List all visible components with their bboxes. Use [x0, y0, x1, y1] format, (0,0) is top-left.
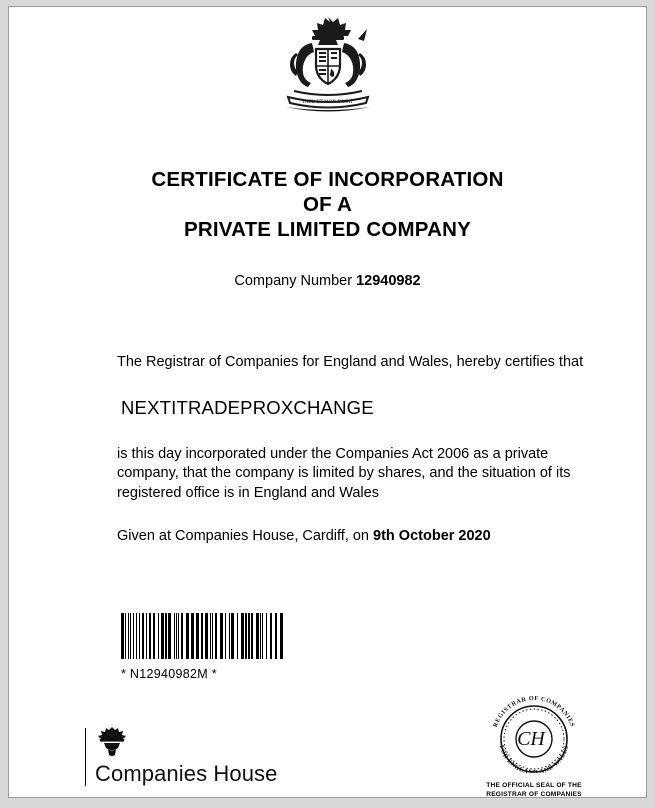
company-name: NEXTITRADEPROXCHANGE: [121, 396, 374, 418]
companies-house-logo: [85, 725, 277, 786]
barcode-image: [121, 613, 366, 659]
seal-caption-line-1: THE OFFICIAL SEAL OF THE: [486, 782, 582, 789]
seal-text-top: REGISTRAR OF COMPANIES: [491, 695, 577, 729]
svg-text:DIEU ET MON DROIT: DIEU ET MON DROIT: [302, 99, 353, 105]
certificate-body: [117, 353, 609, 547]
seal-text-bottom: FOR ENGLAND AND WALES: [497, 744, 571, 773]
company-number-label: Company Number: [234, 273, 353, 289]
companies-house-crest-icon: [95, 725, 129, 759]
companies-house-name: Companies House: [95, 761, 278, 786]
given-at-text: Given at Companies House, Cardiff, on: [117, 528, 374, 544]
title-line-1: CERTIFICATE OF INCORPORATION: [151, 168, 504, 191]
logo-divider: [85, 728, 86, 786]
barcode-block: [121, 613, 366, 681]
company-number-value: 12940982: [356, 273, 421, 289]
royal-coat-of-arms-icon: [268, 13, 388, 121]
seal-caption-line-2: REGISTRAR OF COMPANIES: [486, 790, 582, 798]
certificate-title: [9, 167, 646, 242]
official-seal: [478, 695, 590, 798]
company-number-line: [9, 273, 646, 289]
title-line-3: PRIVATE LIMITED COMPANY: [183, 218, 472, 241]
registrar-paragraph: The Registrar of Companies for England and Wales, hereby certifies that: [117, 354, 584, 370]
certificate-page: [8, 6, 647, 798]
barcode-label: * N12940982M *: [121, 667, 217, 681]
seal-stamp-icon: [478, 695, 590, 773]
given-at-date: 9th October 2020: [373, 528, 491, 544]
seal-monogram: CH: [517, 728, 545, 750]
title-line-2: OF A: [302, 193, 352, 216]
seal-caption: [478, 782, 590, 798]
given-at-paragraph: [117, 527, 609, 547]
incorporation-paragraph: is this day incorporated under the Companies Act 2006 as a private company, that the company is limited by shares, and the situation of its registered office is in England and Wales: [117, 445, 571, 501]
